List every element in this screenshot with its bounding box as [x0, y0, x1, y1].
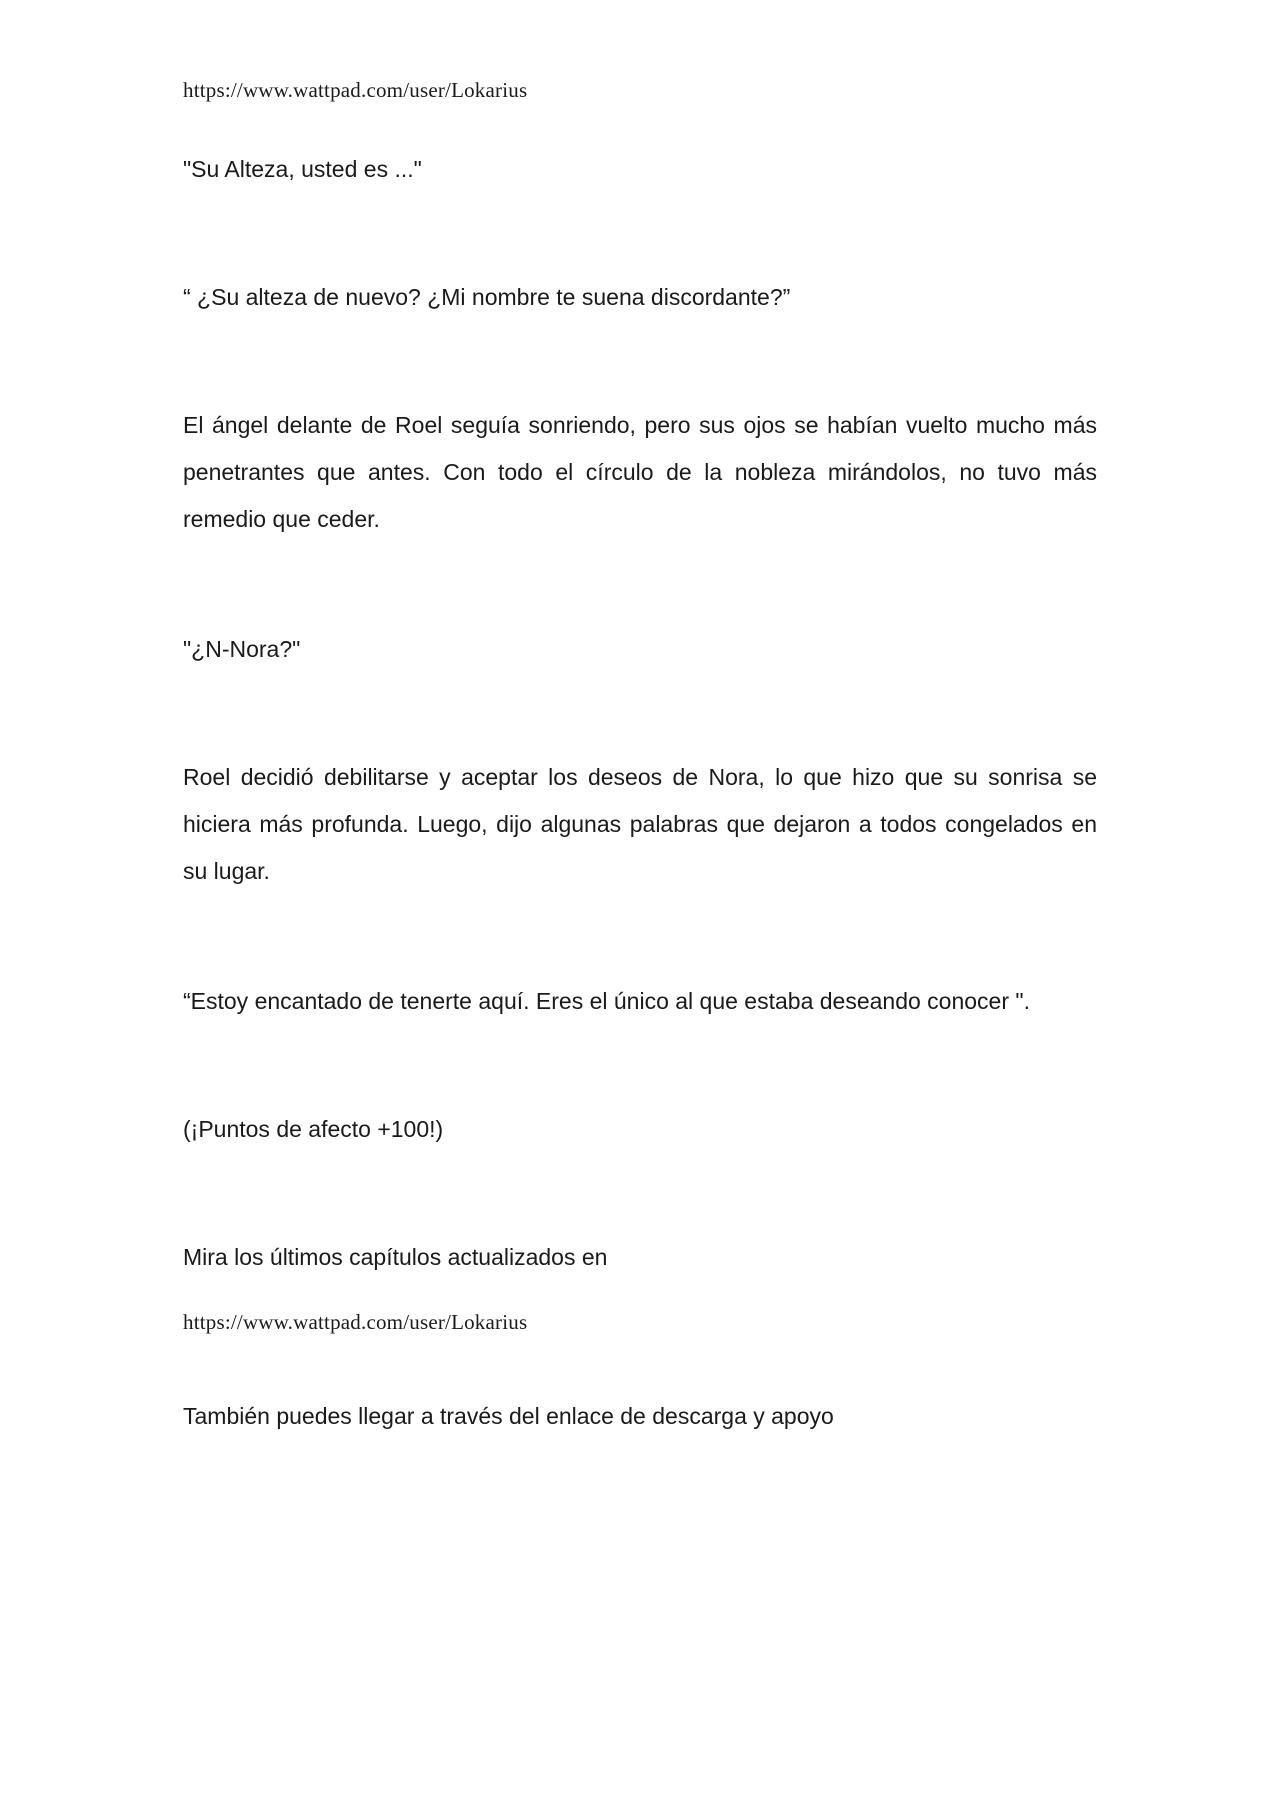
paragraph-dialogue-2: “ ¿Su alteza de nuevo? ¿Mi nombre te suena discordante?”	[183, 284, 791, 310]
header-url[interactable]: https://www.wattpad.com/user/Lokarius	[183, 78, 528, 102]
footer-latest-chapters: Mira los últimos capítulos actualizados en	[183, 1244, 608, 1270]
paragraph-narration-2: Roel decidió debilitarse y aceptar los deseos de Nora, lo que hizo que su sonrisa se hiciera más profunda. Luego, dijo algunas palabras que dejaron a todos congelados en su lugar.	[183, 764, 1097, 884]
paragraph-dialogue-4: “Estoy encantado de tenerte aquí. Eres el único al que estaba deseando conocer ".	[183, 988, 1030, 1014]
paragraph-affection-points: (¡Puntos de afecto +100!)	[183, 1116, 444, 1142]
paragraph-dialogue-3: "¿N-Nora?"	[183, 636, 301, 662]
paragraph-narration-1: El ángel delante de Roel seguía sonriendo, pero sus ojos se habían vuelto mucho más penetrantes que antes. Con todo el círculo de la nobleza mirándolos, no tuvo más remedio que ceder.	[183, 412, 1097, 532]
paragraph-dialogue-1: "Su Alteza, usted es ..."	[183, 156, 422, 182]
footer-url[interactable]: https://www.wattpad.com/user/Lokarius	[183, 1310, 528, 1334]
footer-download-support: También puedes llegar a través del enlace de descarga y apoyo	[183, 1403, 834, 1429]
